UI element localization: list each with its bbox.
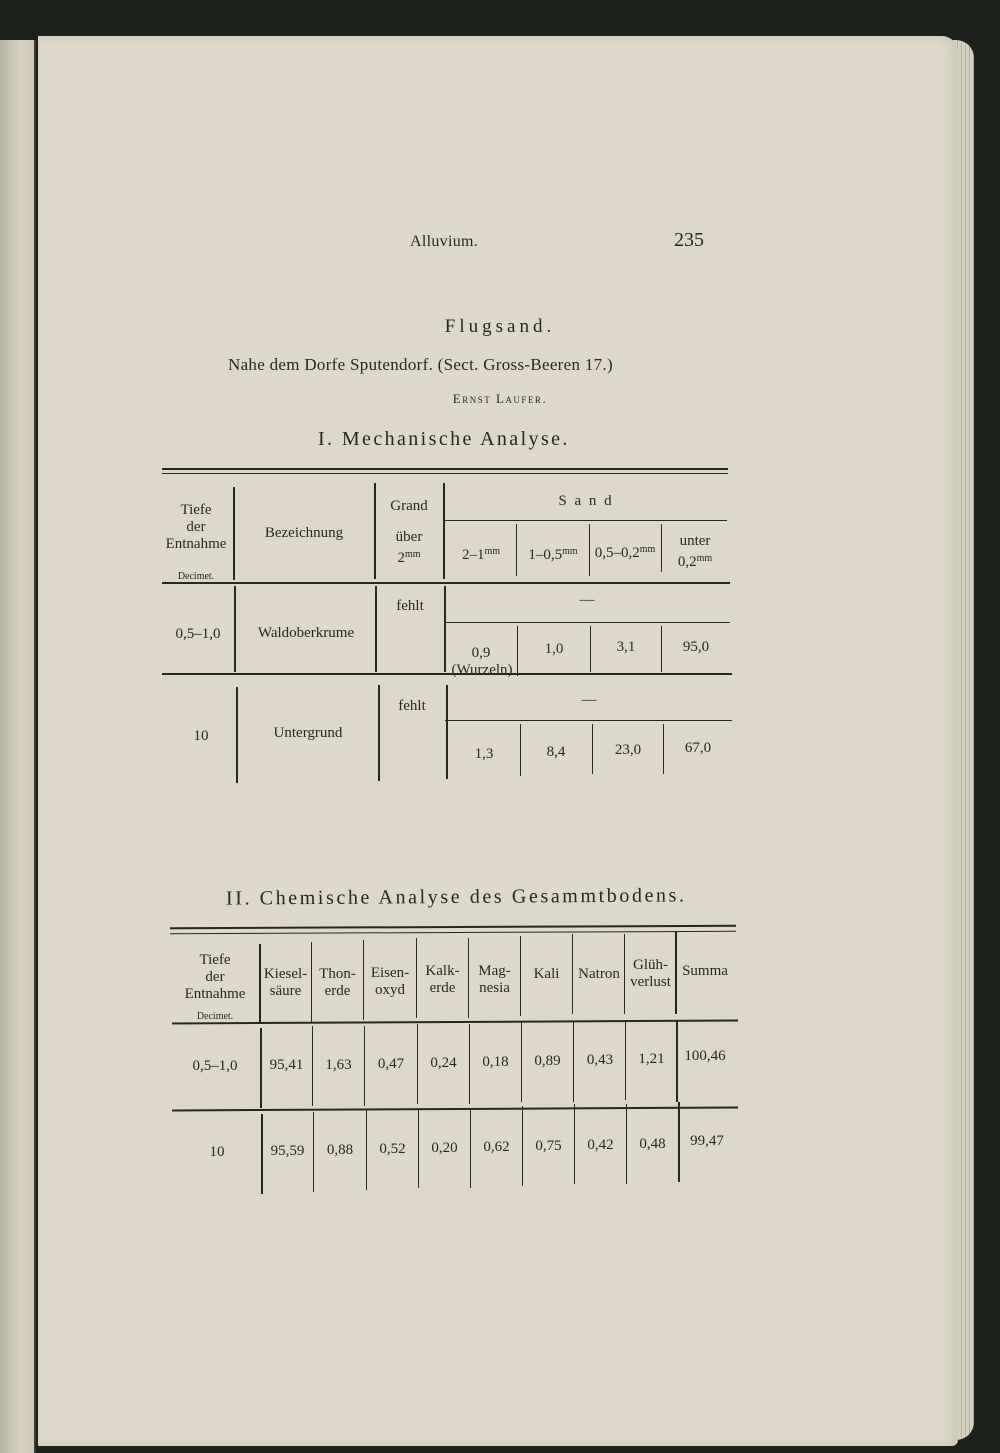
cell-note: (Wurzeln) (451, 662, 513, 678)
sand-col-unit: mm (639, 544, 656, 555)
header-chem-line: Kali (533, 966, 560, 982)
sand-col-unit: mm (484, 546, 501, 557)
cell-chem-value: 1,21 (638, 1051, 665, 1067)
sand-col-unit: mm (562, 546, 578, 557)
header-grand (376, 498, 442, 567)
cell-sand-value: 1,0 (544, 641, 564, 657)
header-unter-value: 0,2 (677, 554, 697, 570)
table-rule (445, 720, 732, 721)
header-grand-size (376, 546, 442, 567)
cell-chem-value: 0,24 (430, 1055, 457, 1071)
header-chem-line: nesia (479, 980, 510, 996)
cell-tiefe: 10 (209, 1144, 225, 1160)
header-tiefe-line: Tiefe (199, 952, 231, 968)
running-head: Alluvium. (410, 233, 479, 250)
cell-chem-value: 95,41 (269, 1057, 304, 1073)
cell-chem-value: 0,52 (379, 1141, 406, 1157)
left-page-edge (0, 40, 36, 1453)
cell-chem-value: 0,42 (587, 1137, 614, 1153)
cell-chem-value: 99,47 (690, 1133, 724, 1149)
section-heading-chemical: II. Chemische Analyse des Gesammtbodens. (225, 884, 687, 910)
header-unter-size (662, 550, 728, 571)
cell-tiefe: 0,5–1,0 (192, 1058, 238, 1074)
header-sand-col (446, 543, 516, 564)
header-chem-col (625, 957, 676, 991)
header-chem-line: Mag- (478, 963, 511, 979)
page-title: Flugsand. (444, 316, 556, 337)
table-rule (516, 524, 517, 576)
sand-col-range: 2–1 (461, 547, 485, 563)
header-chem-col (260, 966, 311, 1000)
cell-grand: fehlt (396, 598, 424, 614)
cell-sand-value: 8,4 (546, 744, 566, 760)
cell-tiefe: 10 (193, 728, 209, 744)
header-chem-col (417, 963, 468, 997)
header-unit: Decimet. (196, 1011, 234, 1022)
header-tiefe-line: Entnahme (184, 986, 246, 1002)
table-rule (162, 473, 728, 474)
table-rule (233, 487, 235, 580)
header-chem-col (677, 963, 733, 980)
header-chem-line: erde (324, 983, 351, 999)
table-rule (445, 622, 730, 623)
section-heading-mechanical: I. Mechanische Analyse. (318, 428, 570, 450)
cell-chem-value: 1,63 (325, 1057, 352, 1073)
header-bezeichnung: Bezeichnung (264, 525, 344, 541)
table-rule (162, 582, 730, 584)
header-chem-line: oxyd (375, 982, 405, 998)
cell-bezeichnung: Waldoberkrume (257, 625, 355, 641)
cell-sand-value: 0,9 (471, 645, 491, 661)
cell-sand-value: 1,3 (474, 746, 494, 762)
header-chem-col (312, 966, 363, 1000)
header-chem-line: säure (269, 983, 302, 999)
header-chem-line: Eisen- (370, 965, 410, 981)
header-tiefe-line: der (205, 969, 225, 985)
header-sand: S a n d (558, 493, 614, 509)
header-tiefe-line: Tiefe (180, 502, 212, 518)
cell-chem-value: 0,20 (431, 1140, 458, 1156)
cell-grand: fehlt (398, 698, 426, 714)
header-grand-line: über (395, 529, 423, 545)
header-unter-unit: mm (696, 553, 713, 564)
cell-chem-value: 100,46 (684, 1048, 726, 1064)
header-chem-line: verlust (630, 974, 671, 990)
header-chem-col (469, 963, 520, 997)
subtitle: Nahe dem Dorfe Sputendorf. (Sect. Gross-Beeren 17.) (228, 355, 613, 374)
sand-col-range: 1–0,5 (528, 547, 563, 563)
cell-tiefe: 0,5–1,0 (175, 626, 221, 642)
header-chem-col (573, 966, 625, 983)
header-chem-col (364, 965, 416, 999)
cell-chem-value: 95,59 (270, 1143, 305, 1159)
table-rule (162, 468, 728, 470)
header-grand-line: Grand (390, 498, 428, 514)
cell-chem-value: 0,48 (639, 1136, 666, 1152)
header-tiefe-line: Entnahme (165, 536, 227, 552)
cell-chem-value: 0,62 (483, 1139, 510, 1155)
header-chem-col (521, 966, 572, 983)
author: Ernst Laufer. (452, 391, 548, 406)
cell-chem-value: 0,47 (377, 1056, 405, 1072)
header-chem-line: Kiesel- (263, 966, 308, 982)
header-grand-unit: mm (404, 549, 421, 560)
cell-chem-value: 0,43 (586, 1052, 614, 1068)
table-rule (445, 520, 727, 521)
header-sand-col (518, 543, 588, 564)
cell-chem-value: 0,18 (482, 1054, 509, 1070)
cell-bezeichnung: Untergrund (273, 725, 343, 741)
header-chem-line: Summa (682, 963, 728, 979)
cell-sand-value: 23,0 (614, 742, 642, 758)
header-chem-line: erde (429, 980, 456, 996)
header-tiefe (172, 952, 258, 1003)
header-chem-line: Glüh- (633, 957, 668, 973)
header-unter-line: unter (679, 533, 711, 549)
header-unter (662, 533, 728, 571)
header-tiefe-line: der (186, 519, 206, 535)
cell-dash: — (581, 692, 597, 708)
cell-chem-value: 0,75 (535, 1138, 562, 1154)
header-grand-value: 2 (397, 550, 405, 566)
header-unit: Decimet. (177, 571, 215, 582)
header-chem-line: Kalk- (425, 963, 460, 979)
header-chem-line: Natron (578, 966, 620, 982)
header-chem-line: Thon- (319, 966, 356, 982)
cell-chem-value: 0,89 (534, 1053, 561, 1069)
cell-sand-value: 3,1 (616, 639, 636, 655)
cell-dash: — (579, 592, 595, 608)
header-tiefe (160, 502, 232, 553)
sand-col-range: 0,5–0,2 (594, 545, 640, 561)
cell-sand-value: 95,0 (682, 639, 710, 655)
cell-sand-value: 67,0 (684, 740, 712, 756)
cell-chem-value: 0,88 (326, 1142, 354, 1158)
page-number: 235 (674, 229, 704, 251)
header-sand-col (590, 541, 660, 562)
